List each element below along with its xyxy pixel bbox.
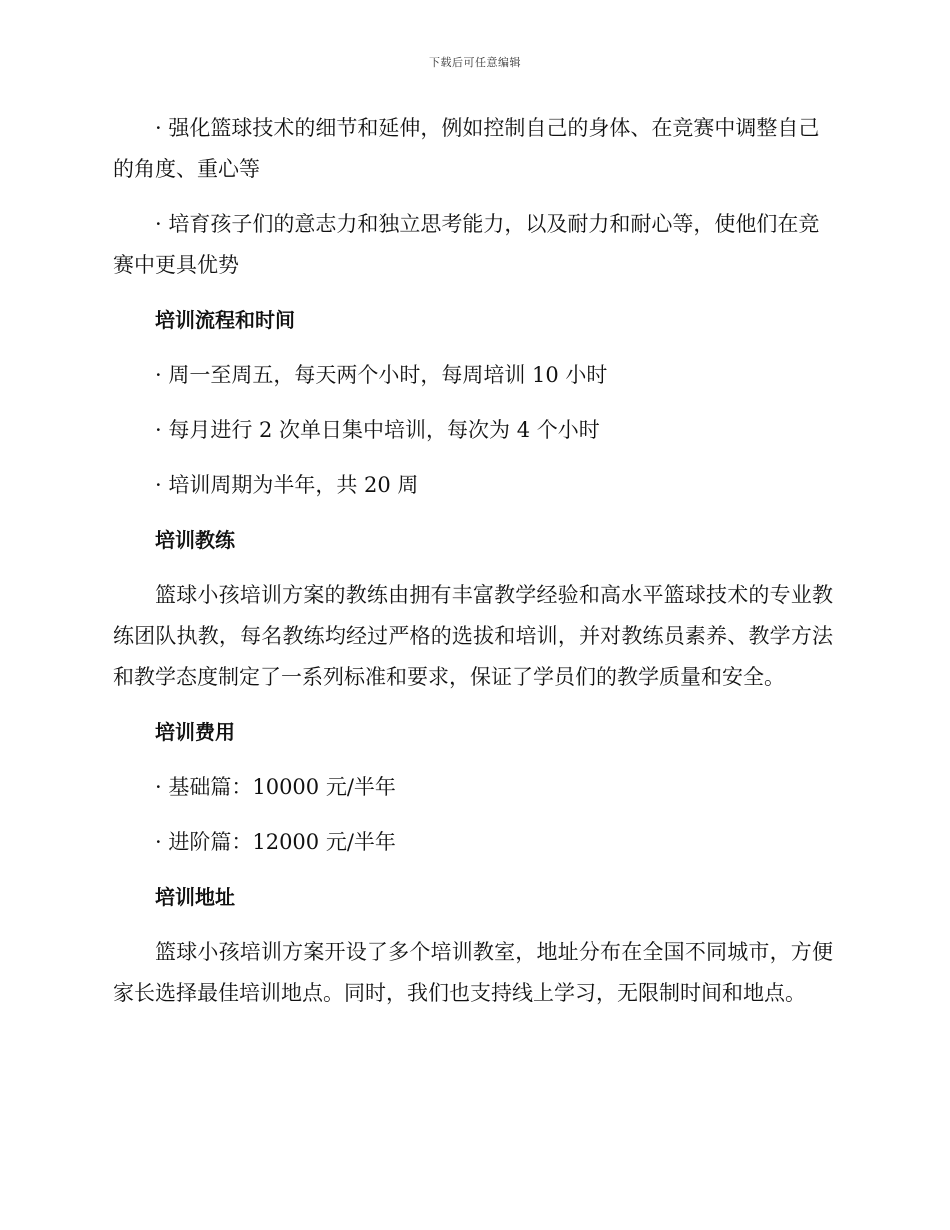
section-heading-coaches: 培训教练 — [155, 528, 235, 552]
section-heading-fees: 培训费用 — [155, 720, 235, 744]
bullet-item: · 基础篇：10000 元/半年 — [155, 775, 396, 799]
bullet-item: · 培育孩子们的意志力和独立思考能力，以及耐力和耐心等，使他们在竞赛中更具优势 — [113, 212, 820, 277]
section-paragraph: 篮球小孩培训方案的教练由拥有丰富教学经验和高水平篮球技术的专业教练团队执教，每名教练均经过严格的选拔和培训，并对教练员素养、教学方法和教学态度制定了一系列标准和要求，保证了学员们的教学质量和安全。 — [113, 583, 833, 689]
section-paragraph: 篮球小孩培训方案开设了多个培训教室，地址分布在全国不同城市，方便家长选择最佳培训地点。同时，我们也支持线上学习，无限制时间和地点。 — [113, 940, 833, 1005]
section-heading-location: 培训地址 — [155, 885, 235, 909]
bullet-item: · 培训周期为半年，共 20 周 — [155, 473, 419, 497]
bullet-item: · 强化篮球技术的细节和延伸，例如控制自己的身体、在竞赛中调整自己的角度、重心等 — [113, 116, 820, 181]
bullet-item: · 周一至周五，每天两个小时，每周培训 10 小时 — [155, 363, 608, 387]
document-body — [113, 108, 833, 1028]
bullet-item: · 每月进行 2 次单日集中培训，每次为 4 个小时 — [155, 418, 600, 442]
section-heading-schedule: 培训流程和时间 — [155, 308, 295, 332]
bullet-item: · 进阶篇：12000 元/半年 — [155, 830, 396, 854]
page-header: 下载后可任意编辑 — [429, 56, 521, 69]
